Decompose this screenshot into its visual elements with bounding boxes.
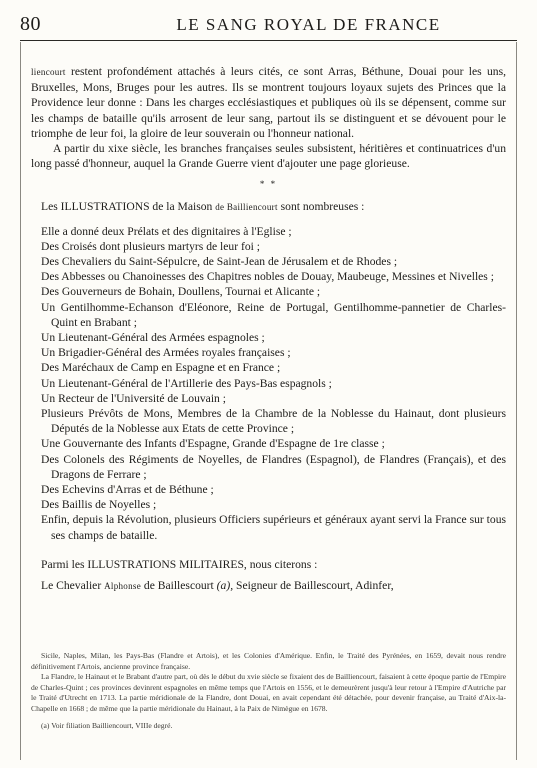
footnote-2: La Flandre, le Hainaut et le Brabant d'autre part, où dès le début du xvie siècle se fixaient des de Bailliencourt, faisaient à cette époque partie de l'Empire de Charles-Quint ; ces provinces devinrent espagnoles en même temps que l'Artois en 1556, et le demeurèrent jusqu'à leur retour à l'Empire d'Autriche par le Traité d'Utrecht en 1713. La partie méridionale de la Flandre, dont Douai, en avait cependant été détachée, pour devenir française, au Traité d'Aix-la-Chapelle en 1668 ; de même que la partie méridionale du Hainaut, à la Paix de Nimègue en 1678. [31, 672, 506, 713]
military-title: Parmi les ILLUSTRATIONS MILITAIRES, nous citerons : [41, 557, 318, 571]
military-text-3: Seigneur de Baillescourt, Adinfer, [233, 579, 394, 593]
smallcaps-name: liencourt [31, 67, 66, 77]
paragraph-1-text: restent profondément attachés à leurs cités, ce sont Arras, Béthune, Douai pour les uns, Bruxelles, Mons, Bruges pour les autres. Ils se montrent toujours loyaux sujets des Princes que la Providence leur donne : Dans les charges ecclésiastiques et publiques où ils se dépensent, comme sur les champs de bataille qu'ils arrosent de leur sang, partout ils se distinguent et se dévouent pour le triomphe de leur foi, la gloire de leur souverain ou l'honneur national. [31, 65, 506, 140]
illustration-item: Plusieurs Prévôts de Mons, Membres de la Chambre de la Noblesse du Hainaut, dont plusieurs Députés de la Noblesse aux Etats de cette Province ; [41, 407, 506, 436]
paragraph-2: A partir du xixe siècle, les branches françaises seules subsistent, héritières et continuatrices d'un long passé d'honneur, auquel la Grande Guerre vient d'ajouter une page glorieuse. [31, 142, 506, 171]
footnote-3: (a) Voir filiation Bailliencourt, VIIIe degré. [41, 720, 173, 730]
header-rule [20, 40, 517, 41]
illustration-item: Des Abbesses ou Chanoinesses des Chapitres nobles de Douay, Maubeuge, Messines et Nivelles ; [41, 270, 494, 284]
illustration-item: Des Colonels des Régiments de Noyelles, de Flandres (Espagnol), de Flandres (Français), et des Dragons de Ferrare ; [41, 452, 506, 481]
illustration-item: Enfin, depuis la Révolution, plusieurs Officiers supérieurs et généraux ayant servi la France sur tous ses champs de bataille. [41, 513, 506, 542]
illustration-item: Elle a donné deux Prélats et des dignitaires à l'Eglise ; [41, 224, 292, 238]
illustration-item: Des Maréchaux de Camp en Espagne et en France ; [41, 361, 281, 375]
illustrations-list [31, 224, 506, 543]
illustration-item: Des Croisés dont plusieurs martyrs de leur foi ; [41, 239, 260, 253]
illustration-item: Des Echevins d'Arras et de Béthune ; [41, 483, 214, 497]
footnote-1: Sicile, Naples, Milan, les Pays-Bas (Flandre et Artois), et les Colonies d'Amérique. Enfin, le Traité des Pyrénées, en 1659, devait nous rendre définitivement l'Artois, ancienne province française. [31, 651, 506, 671]
military-first-entry [31, 578, 506, 594]
footnote-ref: (a), [216, 579, 234, 593]
illustration-item: Des Baillis de Noyelles ; [41, 498, 157, 512]
illustration-item: Des Chevaliers du Saint-Sépulcre, de Saint-Jean de Jérusalem et de Rhodes ; [41, 255, 398, 269]
illustration-item: Un Lieutenant-Général des Armées espagnoles ; [41, 331, 265, 345]
illustrations-lead [31, 199, 506, 215]
page-number: 80 [20, 13, 41, 35]
lead-text-start: Les ILLUSTRATIONS de la Maison [41, 200, 216, 214]
illustration-item: Un Brigadier-Général des Armées royales françaises ; [41, 346, 291, 360]
running-title: LE SANG ROYAL DE FRANCE [176, 15, 441, 34]
illustration-item: Des Gouverneurs de Bohain, Doullens, Tournai et Alicante ; [41, 285, 321, 299]
military-smallcaps: Alphonse [104, 581, 141, 592]
footnotes [31, 651, 506, 731]
paragraph-1 [31, 64, 506, 141]
asterism: * * [259, 179, 278, 190]
lead-text-end: sont nombreuses : [277, 200, 365, 214]
illustration-item: Un Recteur de l'Université de Louvain ; [41, 391, 226, 405]
illustration-item: Un Gentilhomme-Echanson d'Eléonore, Reine de Portugal, Gentilhomme-pannetier de Charles-Quint en Brabant ; [41, 300, 506, 329]
military-text-2: de Baillescourt [141, 579, 217, 593]
lead-smallcaps: de Bailliencourt [215, 202, 278, 213]
body-text [31, 64, 506, 594]
illustration-item: Un Lieutenant-Général de l'Artillerie des Pays-Bas espagnols ; [41, 376, 332, 390]
illustration-item: Une Gouvernante des Infants d'Espagne, Grande d'Espagne de 1re classe ; [41, 437, 385, 451]
military-text-1: Le Chevalier [41, 579, 105, 593]
